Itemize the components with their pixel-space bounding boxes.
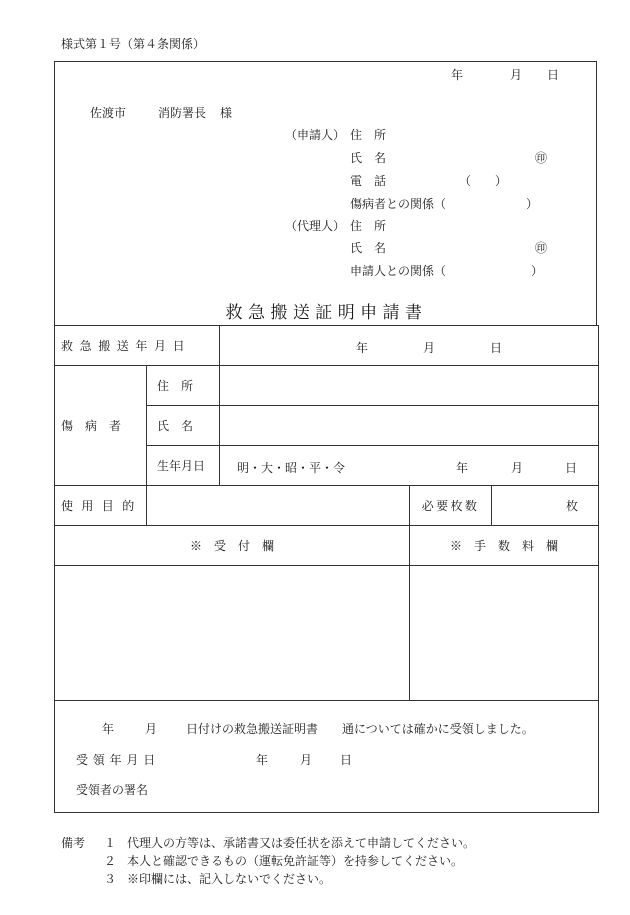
note-text-3: ※印欄には、記入しないでください。 xyxy=(127,872,332,886)
document-title: 救急搬送証明申請書 xyxy=(225,303,428,323)
transport-date-label: 救急搬送年月日 xyxy=(61,339,192,353)
applicant-section xyxy=(54,61,597,326)
patient-dob-label: 生年月日 xyxy=(157,459,206,473)
receipt-date-month: 月 xyxy=(300,752,313,767)
purpose-field[interactable] xyxy=(147,486,410,526)
era-options: 明・大・昭・平・令 xyxy=(237,460,346,475)
application-table xyxy=(54,325,599,813)
receipt-date-label: 受領年月日 xyxy=(76,752,161,767)
dob-day-label: 日 xyxy=(565,460,578,475)
agent-relation-label: 申請人との関係（ xyxy=(350,264,447,278)
patient-name-label: 氏 名 xyxy=(157,419,194,433)
address-label-cell xyxy=(147,366,220,406)
name-label-cell xyxy=(147,406,220,446)
receipt-month-label: 月 xyxy=(145,721,158,736)
patient-label: 傷 病 者 xyxy=(61,419,122,433)
applicant-address-label: 住 所 xyxy=(350,128,387,142)
note-text-1: 代理人の方等は、承諾書又は委任状を添えて申請してください。 xyxy=(127,836,476,850)
receipt-date-day: 日 xyxy=(340,752,353,767)
applicant-seal-mark: ㊞ xyxy=(535,151,548,165)
addressee-title: 消防署長 xyxy=(158,106,207,120)
header-year-label: 年 xyxy=(451,68,464,82)
reception-field[interactable] xyxy=(55,566,410,701)
note-text-2: 本人と確認できるもの（運転免許証等）を持参してください。 xyxy=(127,854,464,868)
applicant-role-label: （申請人） xyxy=(285,128,346,142)
transport-date-label-cell xyxy=(55,326,220,366)
note-number-1: １ xyxy=(104,836,117,850)
patient-name-field[interactable] xyxy=(220,406,599,446)
transport-day-label: 日 xyxy=(490,340,503,355)
fee-header: ※ 手 数 料 欄 xyxy=(450,539,559,553)
purpose-label-cell xyxy=(55,486,147,526)
copies-unit: 枚 xyxy=(566,499,579,513)
patient-dob-field[interactable] xyxy=(220,446,599,486)
addressee-city: 佐渡市 xyxy=(90,106,127,120)
reception-header: ※ 受 付 欄 xyxy=(190,539,275,553)
dob-label-cell xyxy=(147,446,220,486)
agent-relation-close: ） xyxy=(531,264,544,278)
receipt-year-label: 年 xyxy=(102,721,115,736)
agent-address-label: 住 所 xyxy=(350,219,387,233)
agent-seal-mark: ㊞ xyxy=(535,241,548,255)
form-number-label: 様式第１号（第４条関係） xyxy=(61,37,206,51)
notes-header: 備考 xyxy=(61,836,86,850)
agent-name-label: 氏 名 xyxy=(350,241,387,255)
applicant-relation-close: ） xyxy=(526,197,539,211)
patient-address-field[interactable] xyxy=(220,366,599,406)
applicant-relation-label: 傷病者との関係（ xyxy=(350,197,447,211)
applicant-phone-paren: （ ） xyxy=(459,174,508,188)
agent-role-label: （代理人） xyxy=(285,219,346,233)
note-number-2: ２ xyxy=(104,854,117,868)
reception-header-cell xyxy=(55,526,410,566)
receipt-date-year: 年 xyxy=(256,752,269,767)
header-month-label: 月 xyxy=(510,68,523,82)
patient-address-label: 住 所 xyxy=(157,379,194,393)
fee-header-cell xyxy=(410,526,599,566)
note-number-3: ３ xyxy=(104,872,117,886)
transport-year-label: 年 xyxy=(356,340,369,355)
applicant-name-label: 氏 名 xyxy=(350,151,387,165)
addressee-honorific: 様 xyxy=(220,106,233,120)
header-day-label: 日 xyxy=(547,68,560,82)
dob-month-label: 月 xyxy=(511,460,524,475)
transport-month-label: 月 xyxy=(423,340,436,355)
copies-label: 必要枚数 xyxy=(421,499,480,513)
receipt-section xyxy=(55,701,599,813)
copies-label-cell xyxy=(410,486,492,526)
copies-field[interactable] xyxy=(492,486,599,526)
signature-label: 受領者の署名 xyxy=(76,782,149,797)
dob-year-label: 年 xyxy=(456,460,469,475)
receipt-sentence: 日付けの救急搬送証明書 通については確かに受領しました。 xyxy=(186,721,534,736)
patient-label-cell xyxy=(55,366,147,486)
fee-field[interactable] xyxy=(410,566,599,701)
applicant-phone-label: 電 話 xyxy=(350,174,387,188)
purpose-label: 使用目的 xyxy=(61,499,143,513)
transport-date-field[interactable] xyxy=(220,326,599,366)
